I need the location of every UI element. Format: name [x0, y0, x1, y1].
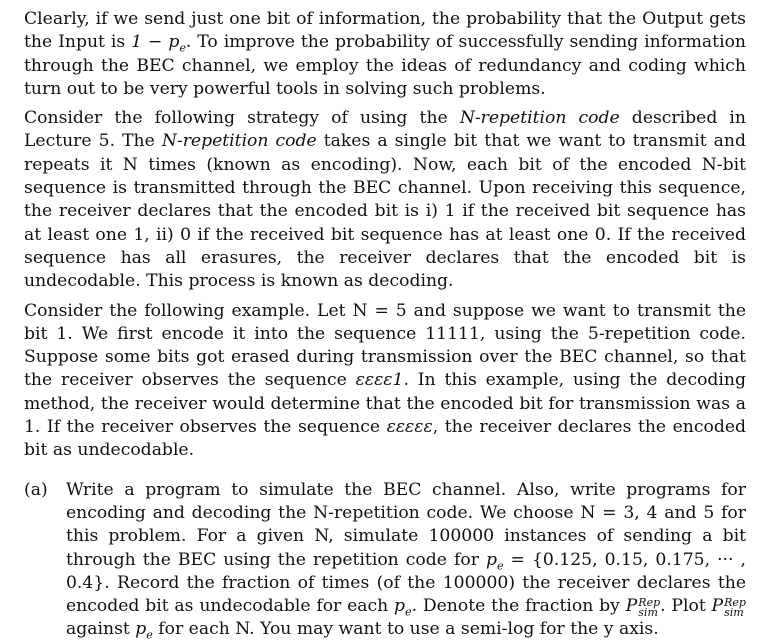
probability-expression: 1 − p — [131, 32, 180, 53]
math-var: p — [135, 619, 147, 640]
erasure-sequence: εεεεε — [386, 417, 433, 438]
sup-sub — [638, 598, 660, 618]
question-item-a — [24, 479, 746, 642]
text: described in Lecture 5. The — [24, 108, 746, 152]
text: Consider the following example. Let N = 5 and suppose we want to transmit the bit 1. We first encode it into the sequence 11111, using the 5-repetition code. Suppose some bits got erased during transmission over the BEC channel, so that the receiver observes the sequence — [24, 300, 746, 391]
text: . In this example, using the decoding method, the receiver would determine that the encoded bit for transmission was a 1. If the receiver observes the sequence — [24, 370, 746, 438]
subscript: e — [496, 558, 504, 572]
text: for each N. You may want to use a semi-log for the y axis. — [152, 619, 659, 640]
text: = {0.125, 0.15, 0.175, ··· , 0.4}. Record the fraction of times (of the 100000) the receiver declares the encoded bit as undecodable for each — [66, 549, 746, 617]
math-var: P — [711, 596, 724, 617]
question-text — [66, 479, 746, 642]
math-var: P — [625, 596, 638, 617]
erasure-sequence: εεεε1 — [355, 370, 404, 391]
math-var: p — [394, 596, 406, 617]
sup-sub — [724, 598, 746, 618]
text: Write a program to simulate the BEC channel. Also, write programs for encoding and decoding the N-repetition code. We choose N = 3, 4 and 5 for this problem. For a given N, simulate 100000 instances of sending a bit through the BEC using the repetition code for — [66, 479, 746, 570]
subscript: e — [179, 41, 186, 55]
text: against — [66, 619, 136, 640]
text: . Plot — [660, 596, 712, 617]
superscript: Rep — [638, 596, 661, 610]
text: Clearly, if we send just one bit of information, the probability that the Output gets the Input is — [24, 9, 746, 53]
subscript: sim — [638, 606, 658, 620]
term-n-repetition-code: N-repetition code — [459, 108, 620, 129]
text: . Denote the fraction by — [411, 596, 626, 617]
text: Consider the following strategy of using the — [24, 108, 460, 129]
subscript: e — [405, 605, 412, 619]
paragraph-intro — [24, 8, 746, 101]
term-n-repetition-code: N-repetition code — [161, 131, 317, 152]
paragraph-example — [24, 300, 746, 463]
math-var: p — [485, 549, 497, 570]
item-label: (a) — [24, 479, 48, 500]
superscript: Rep — [724, 596, 746, 610]
text: takes a single bit that we want to transmit and repeats it N times (known as encoding). Now, each bit of the encoded N-bit sequence is transmitted through the BEC channel. Upon receiving this sequence, the receiver declares that the encoded bit is i) 1 if the received bit sequence has at least one 1, ii) 0 if the received bit sequence has at least one 0. If the received sequence has all erasures, the receiver declares that the encoded bit is undecodable. This process is known as decoding. — [24, 131, 746, 292]
paragraph-repetition-code — [24, 107, 746, 293]
text: , the receiver declares the encoded bit as undecodable. — [24, 417, 747, 461]
text: . To improve the probability of successfully sending information through the BEC channel, we employ the ideas of redundancy and coding which turn out to be very powerful tools in solving such problems. — [24, 32, 746, 99]
subscript: e — [146, 628, 153, 642]
subscript: sim — [724, 606, 744, 620]
item-body — [66, 479, 746, 642]
